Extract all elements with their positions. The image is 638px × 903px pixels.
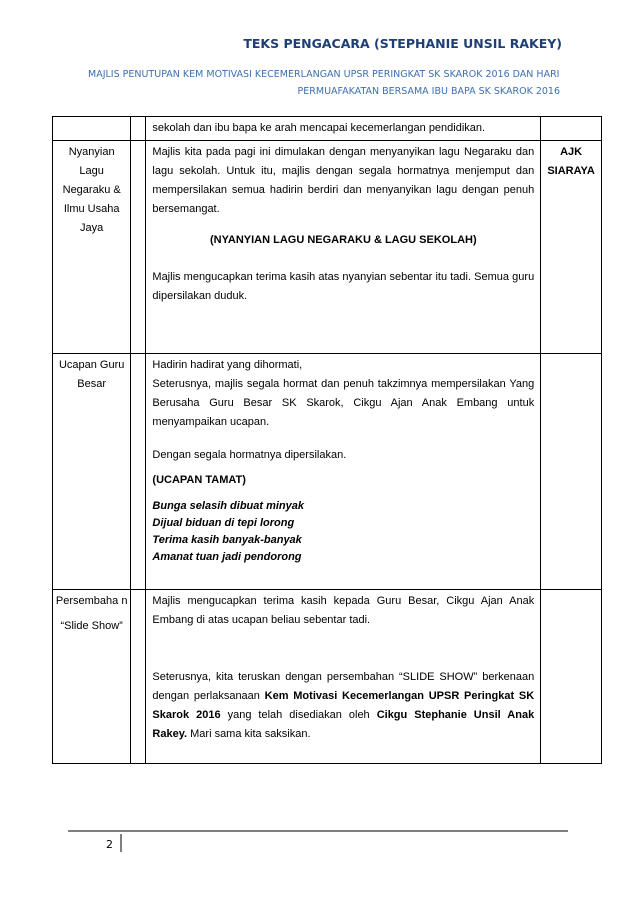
stage-direction: (NYANYIAN LAGU NEGARAKU & LAGU SEKOLAH) [209,234,477,246]
pantun-line: Amanat tuan jadi pendorong [152,551,302,563]
text-run: Mari sama kita saksikan. [187,728,311,740]
table-row [53,354,602,590]
text-run-bold: Kem Motivasi Kecemerlangan UPSR Peringkat SK Skarok 2016 [152,690,535,721]
script-cell [146,354,541,590]
person-cell: AJK SIARAYA [541,141,602,354]
script-text: sekolah dan ibu bapa ke arah mencapai kecemerlangan pendidikan. [152,122,486,134]
person-cell [541,590,602,764]
script-text [152,668,534,744]
table-row [53,141,602,354]
script-text: Majlis mengucapkan terima kasih kepada Guru Besar, Cikgu Ajan Anak Embang di atas ucapan beliau sebentar tadi. [152,595,535,626]
script-cell [146,117,541,141]
text-run: yang telah disediakan oleh [220,709,377,721]
item-cell [53,590,131,764]
pantun-line: Bunga selasih dibuat minyak [152,500,304,512]
spacer-cell [131,117,146,141]
table-row [53,590,602,764]
page-number: 2 [106,838,113,851]
script-cell [146,590,541,764]
stage-direction: (UCAPAN TAMAT) [152,474,246,486]
text-run-bold: Cikgu Stephanie Unsil Anak Rakey. [152,709,535,740]
spacer-cell [131,590,146,764]
document-title: TEKS PENGACARA (STEPHANIE UNSIL RAKEY) [243,36,562,51]
item-cell [53,117,131,141]
spacer-cell [131,141,146,354]
document-subtitle [80,66,560,100]
spacer-cell [131,354,146,590]
footer-divider [68,830,568,832]
subtitle-line-1: MAJLIS PENUTUPAN KEM MOTIVASI KECEMERLANGAN UPSR PERINGKAT SK SKAROK 2016 DAN HARI [88,69,560,80]
script-text: Seterusnya, majlis segala hormat dan penuh takzimnya mempersilakan Yang Berusaha Guru Besar SK Skarok, Cikgu Ajan Anak Embang untuk menyampaikan ucapan. [152,378,535,428]
subtitle-line-2: PERMUAFAKATAN BERSAMA IBU BAPA SK SKAROK 2016 [297,86,560,97]
script-text: Majlis kita pada pagi ini dimulakan dengan menyanyikan lagu Negaraku dan lagu sekolah. Untuk itu, majlis dengan segala hormatnya menjemput dan mempersilakan semua hadirin berdiri dan menyanyikan lagu dengan penuh bersemangat. [152,146,535,215]
table-row [53,117,602,141]
pantun-line: Terima kasih banyak-banyak [152,534,302,546]
script-cell [146,141,541,354]
footer-bar [120,834,122,852]
script-text: Majlis mengucapkan terima kasih atas nyanyian sebentar itu tadi. Semua guru dipersilakan duduk. [152,271,535,302]
item-cell: Nyanyian Lagu Negaraku & Ilmu Usaha Jaya [53,141,131,354]
script-text: Hadirin hadirat yang dihormati, [152,359,303,371]
item-label: “Slide Show” [60,620,123,632]
pantun-line: Dijual biduan di tepi lorong [152,517,295,529]
item-cell: Ucapan Guru Besar [53,354,131,590]
person-cell [541,354,602,590]
script-text: Dengan segala hormatnya dipersilakan. [152,449,347,461]
item-label: Persembaha n [55,595,128,607]
program-table [52,116,602,764]
text-run: Seterusnya, kita teruskan dengan persembahan “SLIDE SHOW” berkenaan dengan perlaksanaan [152,671,535,702]
person-cell [541,117,602,141]
